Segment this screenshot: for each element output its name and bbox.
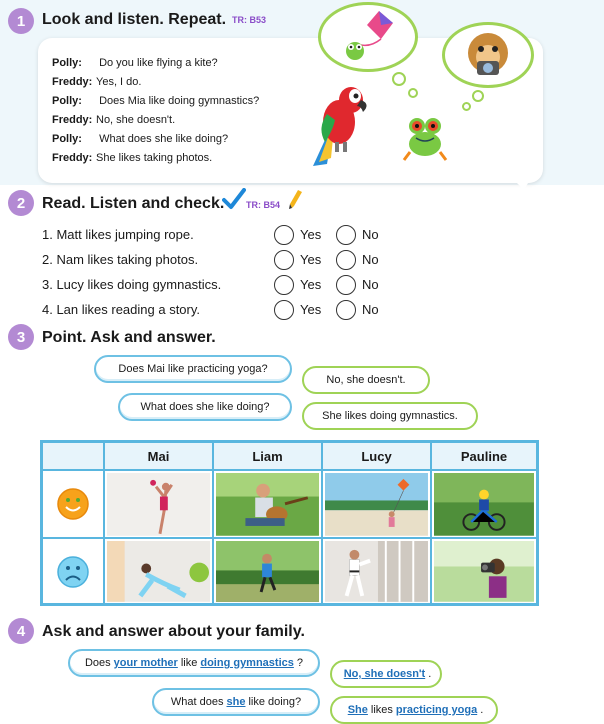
yes-label: Yes [300, 227, 322, 242]
dialogue-line: Polly: What does she like doing? [52, 133, 229, 145]
section1-badge: 1 [8, 8, 34, 34]
sad-face-icon [56, 555, 90, 589]
pencil-icon [288, 188, 304, 210]
photo-cell [431, 538, 537, 604]
question-item: 2. Nam likes taking photos. [42, 252, 199, 267]
speech-bubble-question: Does Mai like practicing yoga? [94, 355, 292, 383]
family-question-bubble: What does she like doing? [152, 688, 320, 716]
photo-cell [213, 538, 322, 604]
dialogue-line: Freddy: She likes taking photos. [52, 152, 213, 164]
photo-cell [431, 470, 537, 538]
speech-bubble-answer: No, she doesn't. [302, 366, 430, 394]
section4-badge: 4 [8, 618, 34, 644]
speech-bubble-answer: She likes doing gymnastics. [302, 402, 478, 430]
thought-dot [408, 88, 418, 98]
speech-bubble-question: What does she like doing? [118, 393, 292, 421]
section3-title: Point. Ask and answer. [42, 329, 216, 346]
thought-dot [392, 72, 406, 86]
yes-radio[interactable] [274, 225, 294, 245]
section1-track[interactable]: TR: B53 [232, 14, 267, 25]
question-item: 3. Lucy likes doing gymnastics. [42, 277, 222, 292]
photo-cell [104, 538, 213, 604]
section2-badge: 2 [8, 190, 34, 216]
section3-badge: 3 [8, 324, 34, 350]
yoga-photo [107, 541, 210, 602]
frog-kite-illustration [321, 5, 415, 69]
frog-freddy-illustration [400, 112, 450, 162]
no-radio[interactable] [336, 250, 356, 270]
dialogue-line: Freddy: Yes, I do. [52, 76, 142, 88]
section2-title-text: Read. Listen and check. [42, 195, 225, 212]
yes-label: Yes [300, 252, 322, 267]
guitar-photo [216, 473, 319, 536]
kite-beach-photo [325, 473, 428, 536]
section2-track[interactable]: TR: B54 [246, 200, 281, 210]
no-radio[interactable] [336, 275, 356, 295]
family-answer-bubble: No, she doesn't . [330, 660, 442, 688]
question-item: 4. Lan likes reading a story. [42, 302, 201, 317]
happy-face-cell [42, 470, 104, 538]
camera-photo [434, 541, 534, 602]
checkmark-icon [222, 188, 246, 210]
yes-radio[interactable] [274, 250, 294, 270]
yes-radio[interactable] [274, 275, 294, 295]
yes-label: Yes [300, 277, 322, 292]
family-answer-bubble: She likes practicing yoga . [330, 696, 498, 724]
thought-dot [462, 102, 471, 111]
no-radio[interactable] [336, 225, 356, 245]
family-question-bubble: Does your mother like doing gymnastics ? [68, 649, 320, 677]
table-header: Liam [213, 442, 322, 470]
cycling-photo [434, 473, 534, 536]
table-header: Mai [104, 442, 213, 470]
no-label: No [362, 227, 379, 242]
yes-label: Yes [300, 302, 322, 317]
kite-thought-bubble [318, 2, 418, 72]
thought-dot [472, 90, 484, 102]
no-radio[interactable] [336, 300, 356, 320]
happy-face-icon [56, 487, 90, 521]
monkey-camera-illustration [445, 25, 531, 85]
parrot-polly-illustration [305, 78, 375, 170]
table-header: Lucy [322, 442, 431, 470]
section2-title [42, 195, 224, 213]
no-label: No [362, 252, 379, 267]
camera-thought-bubble [442, 22, 534, 88]
no-label: No [362, 277, 379, 292]
dialogue-line: Polly: Do you like flying a kite? [52, 57, 218, 69]
table-corner-cell [42, 442, 104, 470]
photo-cell [322, 470, 431, 538]
photo-cell [322, 538, 431, 604]
photo-cell [213, 470, 322, 538]
martial-arts-photo [325, 541, 428, 602]
question-item: 1. Matt likes jumping rope. [42, 227, 194, 242]
dialogue-line: Polly: Does Mia like doing gymnastics? [52, 95, 260, 107]
table-header: Pauline [431, 442, 537, 470]
photo-cell [104, 470, 213, 538]
running-photo [216, 541, 319, 602]
yes-radio[interactable] [274, 300, 294, 320]
section4-title: Ask and answer about your family. [42, 623, 305, 640]
gymnastics-photo [107, 473, 210, 536]
section1-title [42, 11, 266, 29]
no-label: No [362, 302, 379, 317]
section1-title-text: Look and listen. Repeat. [42, 11, 227, 28]
sad-face-cell [42, 538, 104, 604]
activity-table [40, 440, 539, 606]
dialogue-line: Freddy: No, she doesn't. [52, 114, 176, 126]
dialogue-box-tail [510, 176, 532, 190]
